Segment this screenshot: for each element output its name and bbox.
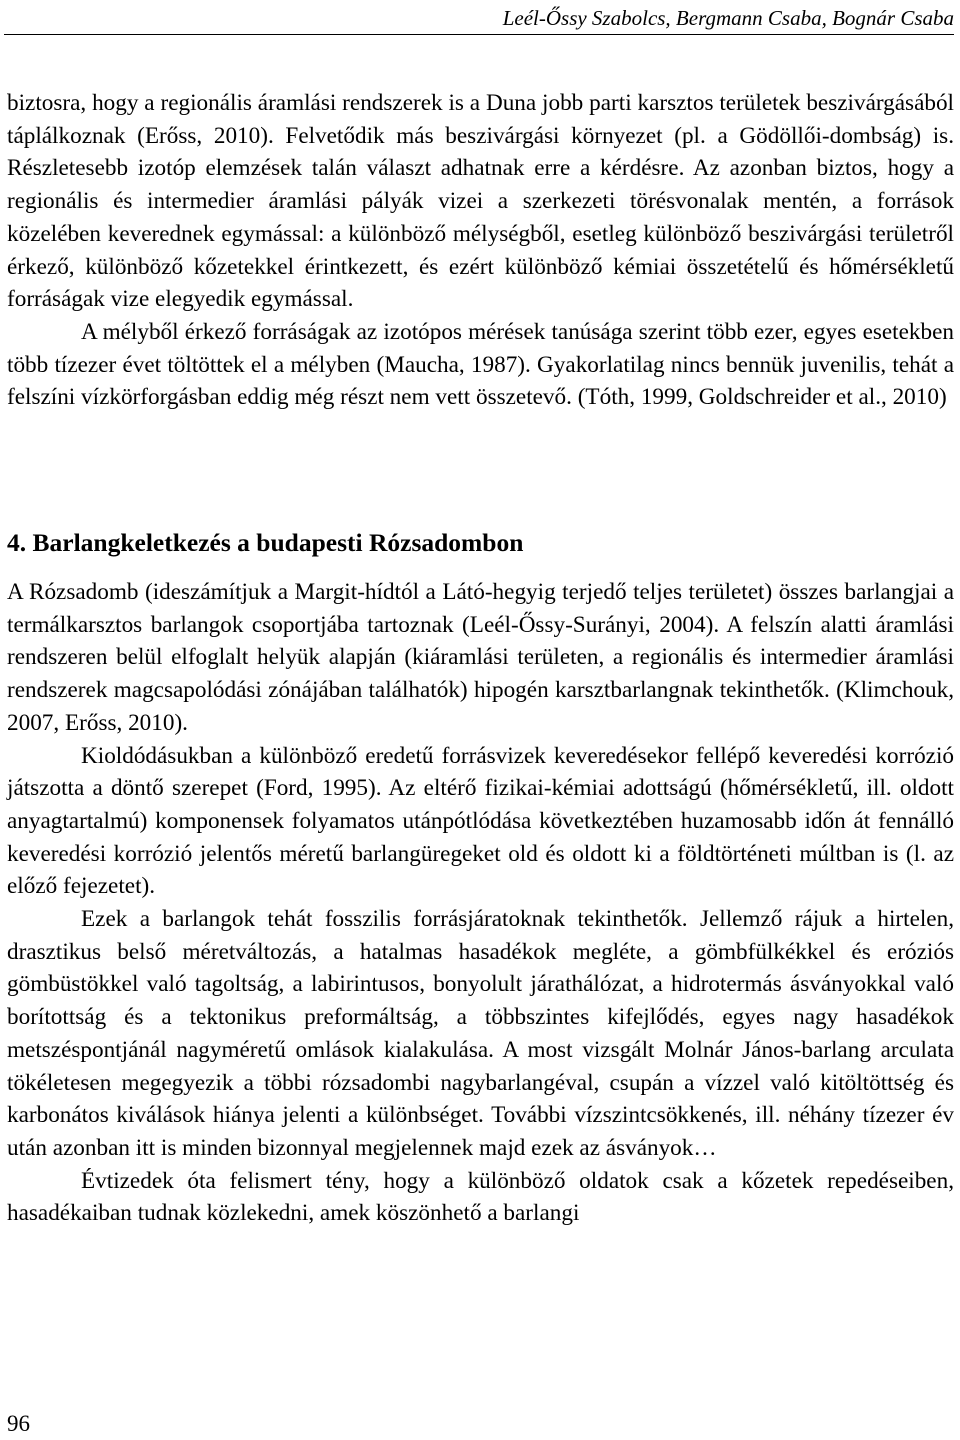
section-paragraph-1: A Rózsadomb (ideszámítjuk a Margit-hídtól a Látó-hegyig terjedő teljes területet) összes barlangjai a termálkarsztos barlangok csoportjába tartoznak (Leél-Őssy-Surányi, 2004). A felszín alatti áramlási rendszeren belül elfoglalt helyük alapján (kiáramlási területen, a regionális és intermedier áramlási rendszerek magcsapolódási zónájában találhatók) hipogén karsztbarlangnak tekinthetők. (Klimchouk, 2007, Erőss, 2010). bbox=[7, 579, 954, 736]
section-heading: 4. Barlangkeletkezés a budapesti Rózsadombon bbox=[7, 528, 524, 557]
section-text bbox=[7, 576, 954, 1230]
running-head-authors: Leél-Őssy Szabolcs, Bergmann Csaba, Bognár Csaba bbox=[502, 6, 954, 30]
header-divider bbox=[4, 34, 954, 35]
section-paragraph-2: Kioldódásukban a különböző eredetű forrásvizek keveredésekor fellépő keveredési korrózió játszotta a döntő szerepet (Ford, 1995). Az eltérő fizikai-kémiai adottságú (hőmérsékletű, ill. oldott anyagtartalmú) komponensek folyamatos utánpótlódása következtében huzamosabb időn át fennálló keveredési korrózió jelentős méretű barlangüregeket old és oldott ki a földtörténeti múltban is (l. az előző fejezetet). bbox=[7, 742, 954, 900]
intro-paragraph-1: biztosra, hogy a regionális áramlási rendszerek is a Duna jobb parti karsztos területek beszivárgásából táplálkoznak (Erőss, 2010). Felvetődik más beszivárgási környezet (pl. a Gödöllői-dombság) is. Részletesebb izotóp elemzések talán választ adhatnak erre a kérdésre. Az azonban biztos, hogy a regionális és intermedier áramlási pályák vizei a szerkezeti törésvonalak mentén, a források közelében keverednek egymással: a különböző mélységből, esetleg különböző beszivárgási területről érkező, különböző kőzetekkel érintkezett, és ezért különböző kémiai összetételű és hőmérsékletű forráságak vize elegyedik egymással. bbox=[7, 90, 954, 313]
section-paragraph-3: Ezek a barlangok tehát fosszilis forrásjáratoknak tekinthetők. Jellemző rájuk a hirtelen, drasztikus belső méretváltozás, a hatalmas hasadékok megléte, a gömbfülkékkel és eróziós gömbüstökkel való tagoltság, a labirintusos, bonyolult járathálózat, a hidrotermás ásványokkal való borítottság és a tektonikus preformáltság, a többszintes kifejlődés, egyes nagy hasadékok metszéspontjánál nagyméretű omlások kialakulása. A most vizsgált Molnár János-barlang arculata tökéletesen megegyezik a többi rózsadombi nagybarlangéval, csupán a vízzel való kitöltöttség és karbonátos kiválások hiánya jelenti a különbséget. További vízszintcsökkenés, ill. néhány tízezer év után azonban itt is minden bizonnyal megjelennek majd ezek az ásványok… bbox=[7, 906, 954, 1161]
section-paragraph-4: Évtizedek óta felismert tény, hogy a különböző oldatok csak a kőzetek repedéseiben, hasadékaiban tudnak közlekedni, amek köszönhető a barlangi bbox=[7, 1167, 954, 1227]
page-number: 96 bbox=[7, 1411, 30, 1436]
intro-paragraph-2: A mélyből érkező forráságak az izotópos mérések tanúsága szerint több ezer, egyes esetekben több tízezer évet töltöttek el a mélyben (Maucha, 1987). Gyakorlatilag nincs bennük juvenilis, tehát a felszíni vízkörforgásban eddig még részt nem vett összetevő. (Tóth, 1999, Goldschreider et al., 2010) bbox=[7, 318, 954, 411]
intro-text bbox=[7, 87, 954, 414]
